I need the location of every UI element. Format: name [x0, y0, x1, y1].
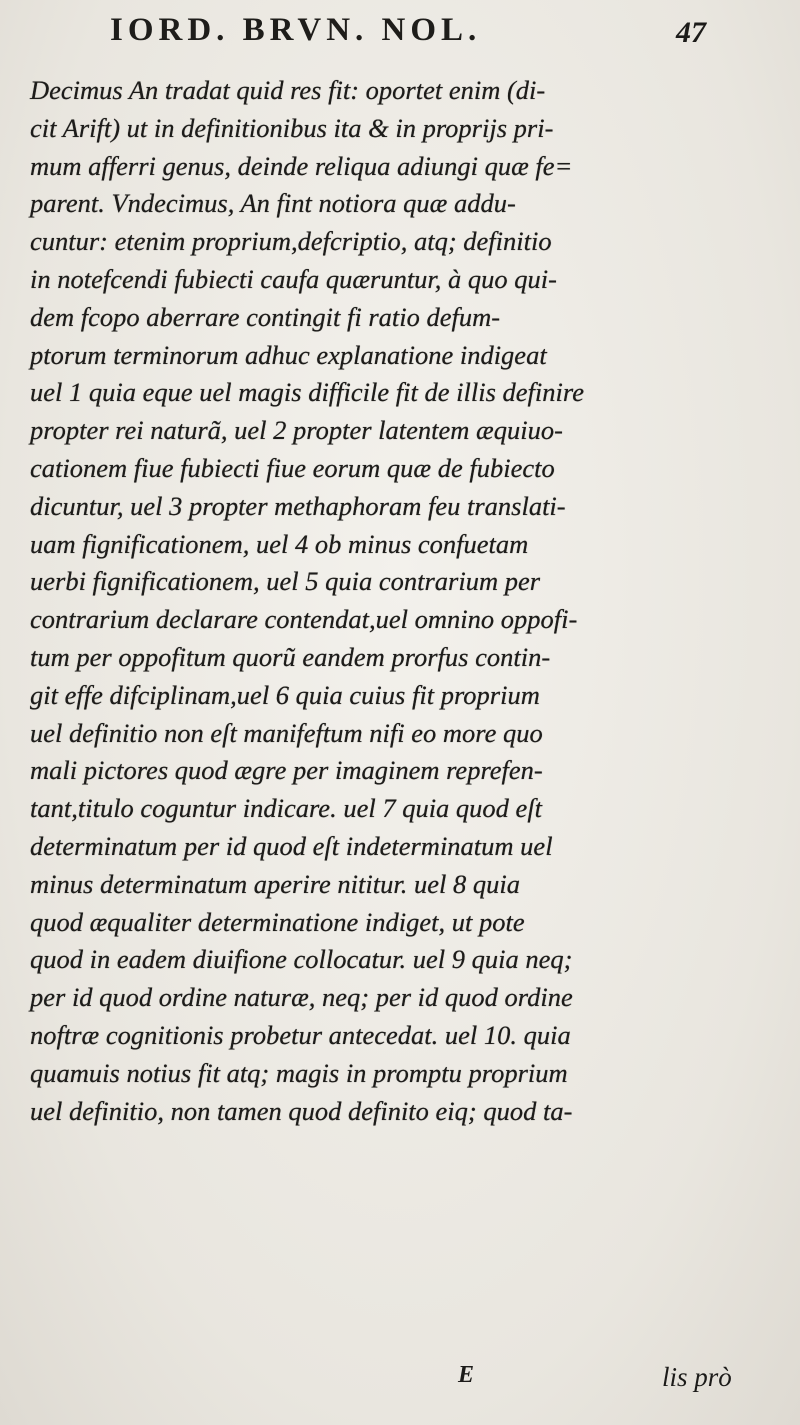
- text-line: uel definitio non eſt manifeftum nifi eo more quo: [30, 717, 543, 748]
- text-line: cuntur: etenim proprium,defcriptio, atq; definitio: [30, 226, 552, 257]
- text-line: noftræ cognitionis probetur antecedat. uel 10. quia: [30, 1019, 571, 1050]
- page-number: 47: [676, 16, 706, 49]
- body-text: [30, 72, 792, 1130]
- text-line: tant,titulo coguntur indicare. uel 7 quia quod eſt: [30, 793, 543, 824]
- text-line: mum afferri genus, deinde reliqua adiungi quæ fe=: [30, 150, 573, 181]
- catchword: lis prò: [662, 1362, 732, 1392]
- text-line: uerbi fignificationem, uel 5 quia contrarium per: [30, 566, 541, 597]
- text-line: tum per oppofitum quorũ eandem prorfus contin-: [30, 641, 551, 672]
- page-header: [0, 12, 800, 52]
- text-line: cationem fiue fubiecti fiue eorum quæ de fubiecto: [30, 452, 555, 483]
- text-line: quod æqualiter determinatione indiget, ut pote: [30, 906, 525, 937]
- text-line: mali pictores quod ægre per imaginem reprefen-: [30, 755, 543, 786]
- text-line: dicuntur, uel 3 propter methaphoram feu translati-: [30, 490, 566, 521]
- running-head: IORD. BRVN. NOL.: [110, 12, 482, 48]
- text-line: per id quod ordine naturæ, neq; per id quod ordine: [30, 982, 573, 1013]
- text-line: uel 1 quia eque uel magis difficile fit de illis definire: [30, 377, 584, 408]
- text-line: quod in eadem diuifione collocatur. uel 9 quia neq;: [30, 944, 573, 975]
- text-line: minus determinatum aperire nititur. uel 8 quia: [30, 868, 520, 899]
- text-line: Decimus An tradat quid res fit: oportet enim (di-: [30, 75, 546, 105]
- text-line: dem fcopo aberrare contingit fi ratio defum-: [30, 301, 501, 332]
- text-line: in notefcendi fubiecti caufa quæruntur, à quo qui-: [30, 263, 557, 294]
- text-line: uam fignificationem, uel 4 ob minus confuetam: [30, 528, 529, 559]
- text-line: propter rei naturã, uel 2 propter latentem æquiuo-: [30, 415, 563, 446]
- signature-mark: E: [458, 1362, 475, 1388]
- text-line: cit Arift) ut in definitionibus ita & in proprijs pri-: [30, 112, 554, 143]
- text-line: contrarium declarare contendat,uel omnino oppofi-: [30, 604, 578, 635]
- text-line: git effe difciplinam,uel 6 quia cuius fit proprium: [30, 679, 540, 710]
- text-line: quamuis notius fit atq; magis in promptu proprium: [30, 1057, 568, 1088]
- text-line: parent. Vndecimus, An fint notiora quæ addu-: [30, 188, 516, 219]
- page-footer: [0, 1362, 800, 1398]
- text-line: determinatum per id quod eſt indeterminatum uel: [30, 830, 553, 861]
- text-line: ptorum terminorum adhuc explanatione indigeat: [30, 339, 547, 370]
- text-line: uel definitio, non tamen quod definito eiq; quod ta-: [30, 1095, 573, 1126]
